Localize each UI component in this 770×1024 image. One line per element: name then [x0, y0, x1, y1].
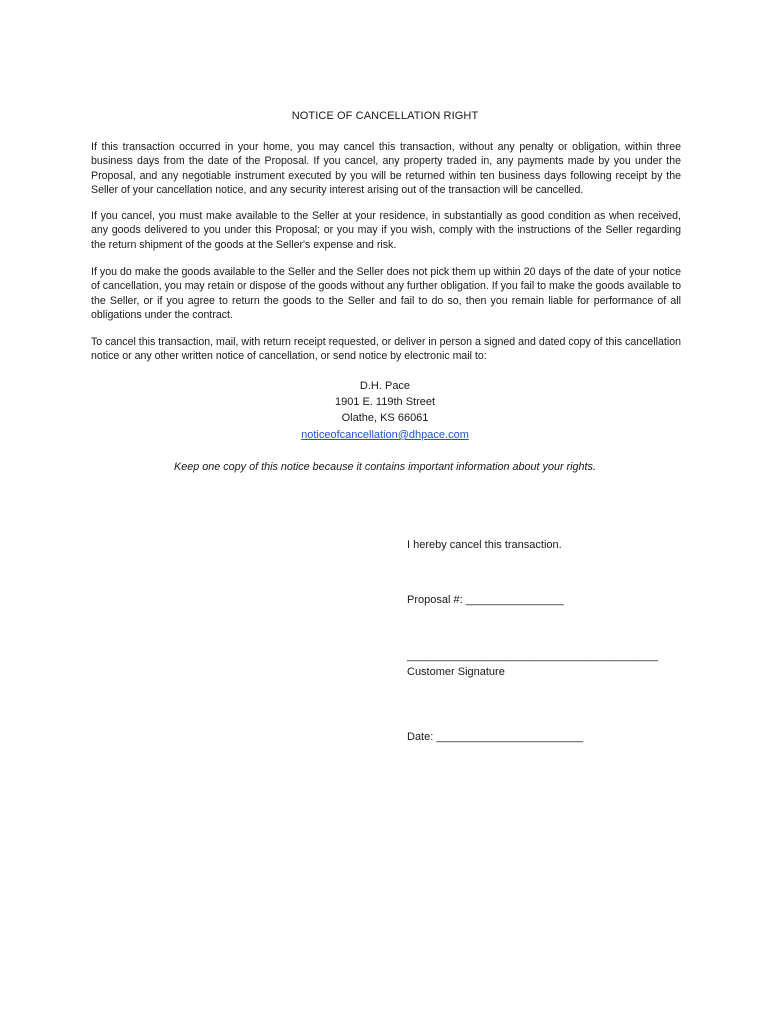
address-email-row: [0, 429, 770, 441]
notice-title: NOTICE OF CANCELLATION RIGHT: [291, 110, 479, 122]
proposal-number-field: Proposal #: ________________: [407, 594, 564, 606]
paragraph-pickup-terms: If you do make the goods available to the Seller and the Seller does not pick them up within 20 days of the date of your notice of cancellation, you may retain or dispose of the goods without any further obligation. If you fail to make the goods available to the Seller, or if you agree to return the goods to the Seller and fail to do so, then you remain liable for performance of all obligations under the contract.: [91, 266, 681, 322]
address-name: D.H. Pace: [359, 380, 411, 392]
cancel-statement: I hereby cancel this transaction.: [407, 539, 562, 551]
paragraph-cancellation-terms: If this transaction occurred in your home, you may cancel this transaction, without any penalty or obligation, within three business days from the date of the Proposal. If you cancel, any property traded in, any payments made by you under the Proposal, and any negotiable instrument executed by you will be returned within ten business days following receipt by the Seller of your cancellation notice, and any security interest arising out of the transaction will be cancelled.: [91, 141, 681, 197]
paragraph-how-to-cancel: To cancel this transaction, mail, with return receipt requested, or deliver in person a signed and dated copy of this cancellation notice or any other written notice of cancellation, or send notice by electronic mail to:: [91, 336, 681, 363]
signature-line: _________________________________________: [407, 650, 658, 662]
date-field: Date: ________________________: [407, 731, 584, 743]
paragraph-goods-availability: If you cancel, you must make available to the Seller at your residence, in substantially as good condition as when received, any goods delivered to you under this Proposal; or you may if you wish, comply with the instructions of the Seller regarding the return shipment of the goods at the Seller's expense and risk.: [91, 210, 681, 251]
keep-copy-note: Keep one copy of this notice because it contains important information about your rights.: [174, 461, 596, 473]
email-link[interactable]: noticeofcancellation@dhpace.com: [301, 429, 469, 441]
address-street: 1901 E. 119th Street: [334, 396, 436, 408]
signature-label: Customer Signature: [407, 666, 505, 678]
address-city: Olathe, KS 66061: [341, 412, 429, 424]
